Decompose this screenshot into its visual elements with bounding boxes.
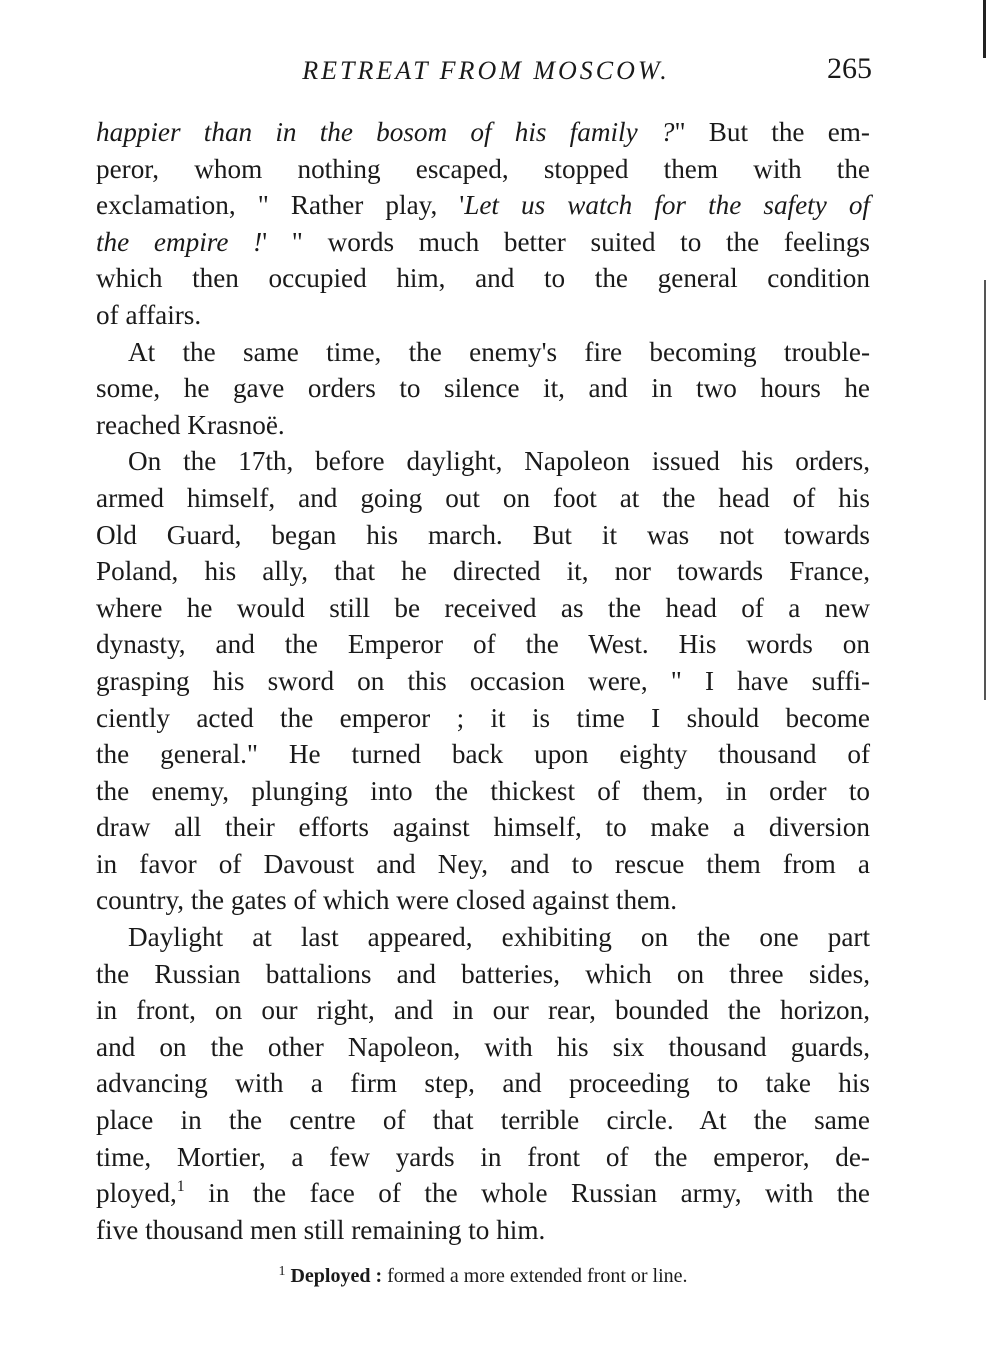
text-line: in front, on our right, and in our rear, bounded the horizon,	[96, 995, 870, 1026]
text-line: advancing with a firm step, and proceeding to take his	[96, 1068, 870, 1099]
text-line: draw all their efforts against himself, to make a diversion	[96, 812, 870, 843]
text-line: dynasty, and the Emperor of the West. His words on	[96, 629, 870, 660]
text-line: the enemy, plunging into the thickest of them, in order to	[96, 775, 870, 806]
text-line: reached Krasnoë.	[96, 409, 285, 440]
text-line: country, the gates of which were closed against them.	[96, 885, 678, 916]
paragraph	[96, 443, 870, 919]
footnote-reference[interactable]: 1	[176, 1178, 185, 1196]
text-line: where he would still be received as the head of a new	[96, 592, 870, 623]
text-line: which then occupied him, and to the general condition	[96, 263, 870, 294]
text-line: ployed,$^1$ in the face of the whole Russian army, with the	[96, 1178, 870, 1209]
footnote-term: Deployed :	[290, 1265, 383, 1287]
text-line: of affairs.	[96, 299, 202, 330]
text-line: Poland, his ally, that he directed it, nor towards France,	[96, 556, 870, 587]
text-line: the general." He turned back upon eighty thousand of	[96, 739, 870, 770]
paragraph	[96, 919, 870, 1248]
footnote	[96, 1264, 870, 1288]
text-line: exclamation, " Rather play, 'Let us watch for the safety of	[96, 190, 870, 221]
footnote-definition: formed a more extended front or line.	[382, 1265, 688, 1287]
running-header	[96, 52, 876, 92]
footnote-marker: 1	[278, 1264, 286, 1279]
text-line: the Russian battalions and batteries, which on three sides,	[96, 958, 870, 989]
text-line: At the same time, the enemy's fire becoming trouble-	[128, 336, 870, 367]
paragraph	[96, 334, 870, 444]
text-line: some, he gave orders to silence it, and in two hours he	[96, 373, 870, 404]
scan-edge-mark	[983, 0, 986, 58]
body-text	[96, 114, 870, 1248]
text-line: the empire !' " words much better suited to the feelings	[96, 226, 870, 257]
text-line: armed himself, and going out on foot at the head of his	[96, 482, 870, 513]
text-line: in favor of Davoust and Ney, and to rescue them from a	[96, 848, 870, 879]
text-line: ciently acted the emperor ; it is time I should become	[96, 702, 870, 733]
text-line: Daylight at last appeared, exhibiting on the one part	[128, 922, 870, 953]
running-title: RETREAT FROM MOSCOW.	[302, 56, 670, 85]
text-line: five thousand men still remaining to him.	[96, 1214, 546, 1245]
text-line: and on the other Napoleon, with his six thousand guards,	[96, 1031, 870, 1062]
text-line: place in the centre of that terrible circle. At the same	[96, 1105, 870, 1136]
text-line: On the 17th, before daylight, Napoleon issued his orders,	[128, 446, 870, 477]
scan-edge-mark	[984, 280, 986, 700]
text-line: happier than in the bosom of his family ?" But the em-	[96, 117, 870, 147]
text-line: time, Mortier, a few yards in front of the emperor, de-	[96, 1141, 870, 1172]
text-line: peror, whom nothing escaped, stopped them with the	[96, 153, 870, 184]
page-number: 265	[827, 52, 872, 85]
text-line: grasping his sword on this occasion were, " I have suffi-	[96, 665, 870, 696]
paragraph	[96, 114, 870, 334]
text-line: Old Guard, began his march. But it was not towards	[96, 519, 870, 550]
